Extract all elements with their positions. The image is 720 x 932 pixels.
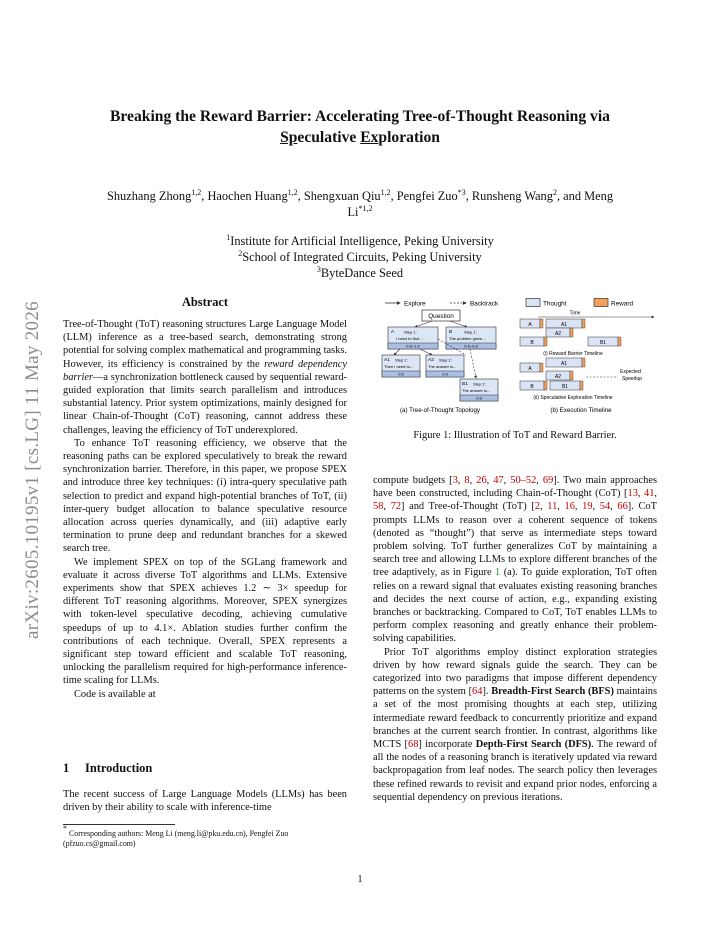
expected-speedup-label: Speedup	[622, 376, 643, 382]
time-axis-label: Time	[569, 310, 581, 317]
paper-title	[60, 106, 660, 148]
footnote-mark: *	[63, 824, 67, 833]
body-text: maintains a set of the most promising thoughts at each step, utilizing intermediate reward feedback to concurrently prioritize and expand branches at the current search frontier. In contrast, algorithms like MCTS [	[373, 686, 658, 751]
bar-label: A	[528, 366, 532, 372]
edge-arrow-icon	[394, 349, 400, 355]
citation-link[interactable]: 58	[373, 501, 384, 513]
affiliation-mark: 3	[316, 265, 321, 274]
tree-node-b	[446, 327, 496, 349]
section-number: 1	[63, 761, 70, 775]
affiliation-list	[60, 233, 660, 281]
body-text: ].	[482, 686, 492, 698]
edge-arrow-icon	[420, 349, 432, 355]
bar-label: A	[528, 322, 532, 328]
author-line-2	[60, 204, 660, 220]
abstract-paragraph-1	[63, 318, 347, 437]
node-label: A1	[384, 358, 390, 363]
citation-link[interactable]: 2	[534, 501, 541, 513]
figure-caption: Figure 1: Illustration of ToT and Reward Barrier.	[413, 430, 617, 441]
abstract-body	[63, 318, 347, 701]
node-score: 0.6~0.8	[464, 343, 478, 349]
citation-link[interactable]: 64	[472, 686, 483, 698]
tree-node-a2	[426, 355, 464, 377]
node-step: Step 2:	[395, 357, 408, 363]
footnote-rule	[63, 824, 175, 825]
title-line-2	[60, 127, 660, 148]
footnote	[63, 824, 347, 849]
body-text: . The reward of all the nodes of a reasoning branch is iteratively updated via reward backpropagation from leaf nodes. The search policy then leverages these refined rewards to revisit and expand prior nodes, enforcing a sequential dependency on previous iterations.	[373, 739, 658, 803]
affiliation-mark: 2	[238, 249, 243, 258]
bar-b1-reward	[618, 337, 621, 346]
node-label: A2	[428, 358, 434, 363]
citation-link[interactable]: 69	[542, 475, 554, 486]
section-title: Introduction	[85, 761, 153, 775]
node-label: A	[391, 330, 395, 335]
edge-arrow-icon	[450, 321, 467, 327]
abstract-emphasis: reward dependency barrier	[63, 358, 347, 383]
figure-1	[380, 295, 658, 420]
intro-paragraph: The recent success of Large Language Models (LLMs) has been driven by their ability to scale with inference-time	[63, 789, 347, 814]
bar-label: B1	[561, 384, 569, 390]
author-name: Li	[347, 205, 359, 219]
title-underlined-ex: Ex	[360, 129, 379, 146]
reward-barrier-timeline	[520, 319, 621, 357]
author-name: , Pengfei Zuo	[390, 189, 458, 203]
body-text: ] incorporate	[418, 739, 476, 751]
node-label: B	[449, 330, 453, 335]
panel-b-caption: (b) Execution Timeline	[550, 407, 612, 414]
affiliation-text: School of Integrated Circuits, Peking University	[242, 250, 482, 264]
speculative-exploration-timeline	[520, 358, 642, 401]
bar-label: A1	[560, 361, 568, 367]
bar-a-reward	[540, 319, 543, 328]
reward-swatch-icon	[594, 299, 608, 307]
author-affil-mark: 1,2	[191, 188, 202, 197]
bar-a2-reward	[570, 371, 573, 380]
author-affil-mark: 1,2	[287, 188, 298, 197]
bar-b-reward	[544, 381, 547, 390]
author-affil-mark: *3	[457, 188, 466, 197]
bar-label: A2	[554, 374, 562, 380]
citation-link[interactable]: 50–52	[510, 475, 537, 486]
citation-link[interactable]: 47	[493, 475, 504, 486]
citation-link[interactable]: 66	[617, 501, 628, 513]
citation-link[interactable]: 8	[464, 475, 470, 486]
node-score: 0.9	[442, 371, 448, 377]
author-affil-mark: 1,2	[380, 188, 391, 197]
node-step: Step 2:	[439, 357, 452, 363]
figure-legend	[385, 299, 633, 308]
citation-link[interactable]: 19	[582, 501, 593, 513]
citation-link[interactable]: 26	[476, 475, 487, 486]
node-score: 0.8	[476, 395, 482, 401]
abstract-paragraph-4: Code is available at	[74, 688, 156, 700]
abstract-heading: Abstract	[181, 295, 229, 309]
abstract-paragraph-3: We implement SPEX on top of the SGLang framework and evaluate it across diverse ToT algorithms and LLMs. Extensive experiments show that SPEX achieves 1.2 ∼ 3× speedup for different ToT reasoning algorithms. Moreover, SPEX synergizes with token-level speculative decoding, achieving cumulative speedups of up to 4.1×. Ablation studies further confirm the contributions of each technique. Overall, SPEX represents a significant step toward efficient and scalable ToT reasoning, unlocking the parallelism required for high-performance inference-time scaling for LLMs.	[63, 556, 347, 687]
affiliation-line	[60, 265, 660, 281]
bar-label: B1	[599, 340, 607, 346]
body-text: (a). To guide exploration, ToT often relies on a reward signal that evaluates existing reasoning branches and decides the next course of action, e.g., expanding existing branches or backtracking. Compared to CoT, ToT enables LLMs to perform complex reasoning and greatly enhance their problem-solving capabilities.	[373, 567, 658, 645]
node-text: I need to find ...	[396, 336, 424, 341]
figure-link[interactable]: 1	[495, 567, 501, 579]
body-text: ]. CoT prompts LLMs to reason over a coherent sequence of tokens (denoted as “thought”) that serve as intermediate steps toward problem solving. ToT further generalizes CoT by maintaining a search tree and allowing LLMs to explore different branches of the tree adaptively, as in Figure	[373, 501, 657, 579]
bold-term: Breadth-First Search (BFS)	[491, 686, 614, 698]
author-affil-mark: *1,2	[358, 204, 373, 213]
affiliation-text: Institute for Artificial Intelligence, Peking University	[230, 234, 494, 248]
tree-topology-panel	[382, 310, 498, 414]
legend-reward-label: Reward	[611, 300, 634, 308]
author-name: , Runsheng Wang	[465, 189, 553, 203]
node-label: B1	[462, 382, 468, 387]
title-text-ploration: ploration	[378, 129, 440, 146]
affiliation-line	[60, 233, 660, 249]
bar-label: B	[530, 340, 534, 346]
section-heading-introduction	[63, 761, 347, 776]
timeline-ii-caption: (ii) Speculative Exploration Timeline	[533, 395, 613, 401]
affiliation-mark: 1	[226, 233, 231, 242]
node-step: Step 1:	[464, 329, 477, 335]
bar-a-reward	[540, 363, 543, 372]
expected-speedup-label: Expected	[620, 369, 641, 375]
arxiv-side-stamp	[20, 250, 46, 690]
author-name: , Shengxuan Qiu	[297, 189, 381, 203]
abstract-text: —a synchronization bottleneck caused by sequential reward-guided exploration that limits search parallelism and introduces substantial latency. Prior system optimizations, mainly designed for linear Chain-of-Thought (CoT) reasoning, cannot address these challenges, leaving the efficiency of ToT underexplored.	[63, 371, 347, 436]
author-name: , and Meng	[556, 189, 614, 203]
bar-label: A1	[560, 322, 568, 328]
node-text: Then I need to...	[384, 364, 414, 369]
tree-node-a	[388, 327, 438, 349]
title-underlined-sp: Sp	[280, 129, 298, 146]
affiliation-line	[60, 249, 660, 265]
author-name: Shuzhang Zhong	[106, 189, 192, 203]
node-text: The answer is...	[462, 388, 491, 393]
footnote-text: Corresponding authors: Meng Li (meng.li@pku.edu.cn), Pengfei Zuo (pfzuo.cs@gmail.com)	[63, 829, 289, 848]
abstract-paragraph-2: To enhance ToT reasoning efficiency, we observe that the reasoning paths can be explored speculatively to break the reward synchronization barrier. Therefore, in this paper, we propose SPEX and introduce three key techniques: (i) intra-query speculative path selection to predict and expand high-potential branches of ToT, (ii) inter-query budget allocation to balance speculative resource allocation across queries dynamically, and (iii) adaptive early termination to prune deep and redundant branches for a skewed search tree.	[63, 437, 347, 555]
node-step: Step 2:	[473, 381, 486, 387]
citation-link[interactable]: 13	[627, 488, 638, 500]
question-label: Question	[428, 313, 454, 320]
legend-explore-label: Explore	[404, 300, 426, 308]
panel-a-caption: (a) Tree-of-Thought Topology	[399, 407, 481, 414]
citation-link[interactable]: 68	[408, 739, 419, 751]
node-score: 0.5	[398, 371, 404, 377]
citation-link[interactable]: 41	[644, 488, 655, 500]
citation-link[interactable]: 16	[564, 501, 575, 513]
bar-a1-reward	[582, 319, 585, 328]
author-affil-mark: 2	[552, 188, 557, 197]
title-line-1: Breaking the Reward Barrier: Accelerating Tree-of-Thought Reasoning via	[110, 108, 610, 125]
citation-link[interactable]: 72	[390, 501, 402, 513]
bar-b-reward	[544, 337, 547, 346]
node-step: Step 1:	[404, 329, 417, 335]
edge-arrow-icon	[415, 321, 432, 327]
thought-swatch-icon	[526, 299, 540, 307]
backtrack-arrow-icon	[470, 349, 476, 378]
bar-label: B	[530, 384, 534, 390]
tree-node-a1	[382, 355, 420, 377]
legend-thought-label: Thought	[543, 300, 567, 308]
abstract-text: Tree-of-Thought (ToT) reasoning structures Large Language Model (LLM) inference as a tree-based search, demonstrating strong potential for solving complex mathematical and programming tasks. However, its efficiency is constrained by the	[63, 319, 347, 370]
citation-link[interactable]: 54	[599, 501, 611, 513]
affiliation-text: ByteDance Seed	[320, 266, 404, 280]
title-text-eculative: eculative	[297, 129, 361, 146]
node-text: The problem gives ...	[449, 336, 487, 341]
author-name: , Haochen Huang	[201, 189, 288, 203]
bold-term: Depth-First Search (DFS)	[475, 739, 592, 751]
right-paragraph-1: compute budgets [3, 8, 26, 47, 50–52, 69]. Two main approaches have been constructed, including Chain-of-Thought (CoT) [13, 41, 58, 72] and Tree-of-Thought (ToT) [2, 11, 16, 19, 54, 66]. CoT prompts LLMs to reason over a coherent sequence of tokens (denoted as “thought”) that serve as intermediate steps toward problem solving. ToT further generalizes CoT by maintaining a search tree and allowing LLMs to explore different branches of the tree adaptively, as in Figure 1 (a). To guide exploration, ToT often relies on a reward signal that evaluates existing reasoning branches and decides the next course of action, e.g., expanding existing branches or backtracking. Compared to CoT, ToT enables LLMs to perform complex reasoning and greatly enhance their problem-solving capabilities.	[373, 475, 658, 645]
bar-label: A2	[554, 331, 562, 337]
node-score: 0.8~1.0	[406, 343, 420, 349]
citation-link[interactable]: 3	[452, 475, 458, 486]
body-text: Prior ToT algorithms employ distinct exploration strategies driven by how reward signals guide the search. They can be categorized into two paradigms that impose different dependency patterns on the system [	[373, 646, 657, 698]
right-column-body	[373, 474, 657, 804]
legend-backtrack-label: Backtrack	[470, 300, 499, 308]
arxiv-id-text: arXiv:2605.10195v1 [cs.LG] 11 May 2026	[22, 301, 43, 639]
page-number: 1	[357, 874, 363, 885]
node-text: The answer is...	[428, 364, 457, 369]
tree-node-b1	[460, 379, 498, 401]
body-text: ] and Tree-of-Thought (ToT) [	[401, 501, 535, 513]
bar-a2-reward	[570, 328, 573, 337]
bar-b1-reward	[580, 381, 583, 390]
author-line-1	[60, 188, 660, 204]
author-list	[60, 188, 660, 220]
citation-link[interactable]: 11	[547, 501, 558, 513]
body-text: compute budgets [	[373, 475, 453, 486]
body-text: ]. Two main approaches have been constructed, including Chain-of-Thought (CoT) [	[373, 475, 658, 500]
bar-a1-reward	[582, 358, 585, 367]
timeline-i-caption: (i) Reward Barrier Timeline	[543, 351, 603, 357]
right-paragraph-2	[373, 646, 657, 804]
execution-timeline-panel	[520, 311, 654, 415]
